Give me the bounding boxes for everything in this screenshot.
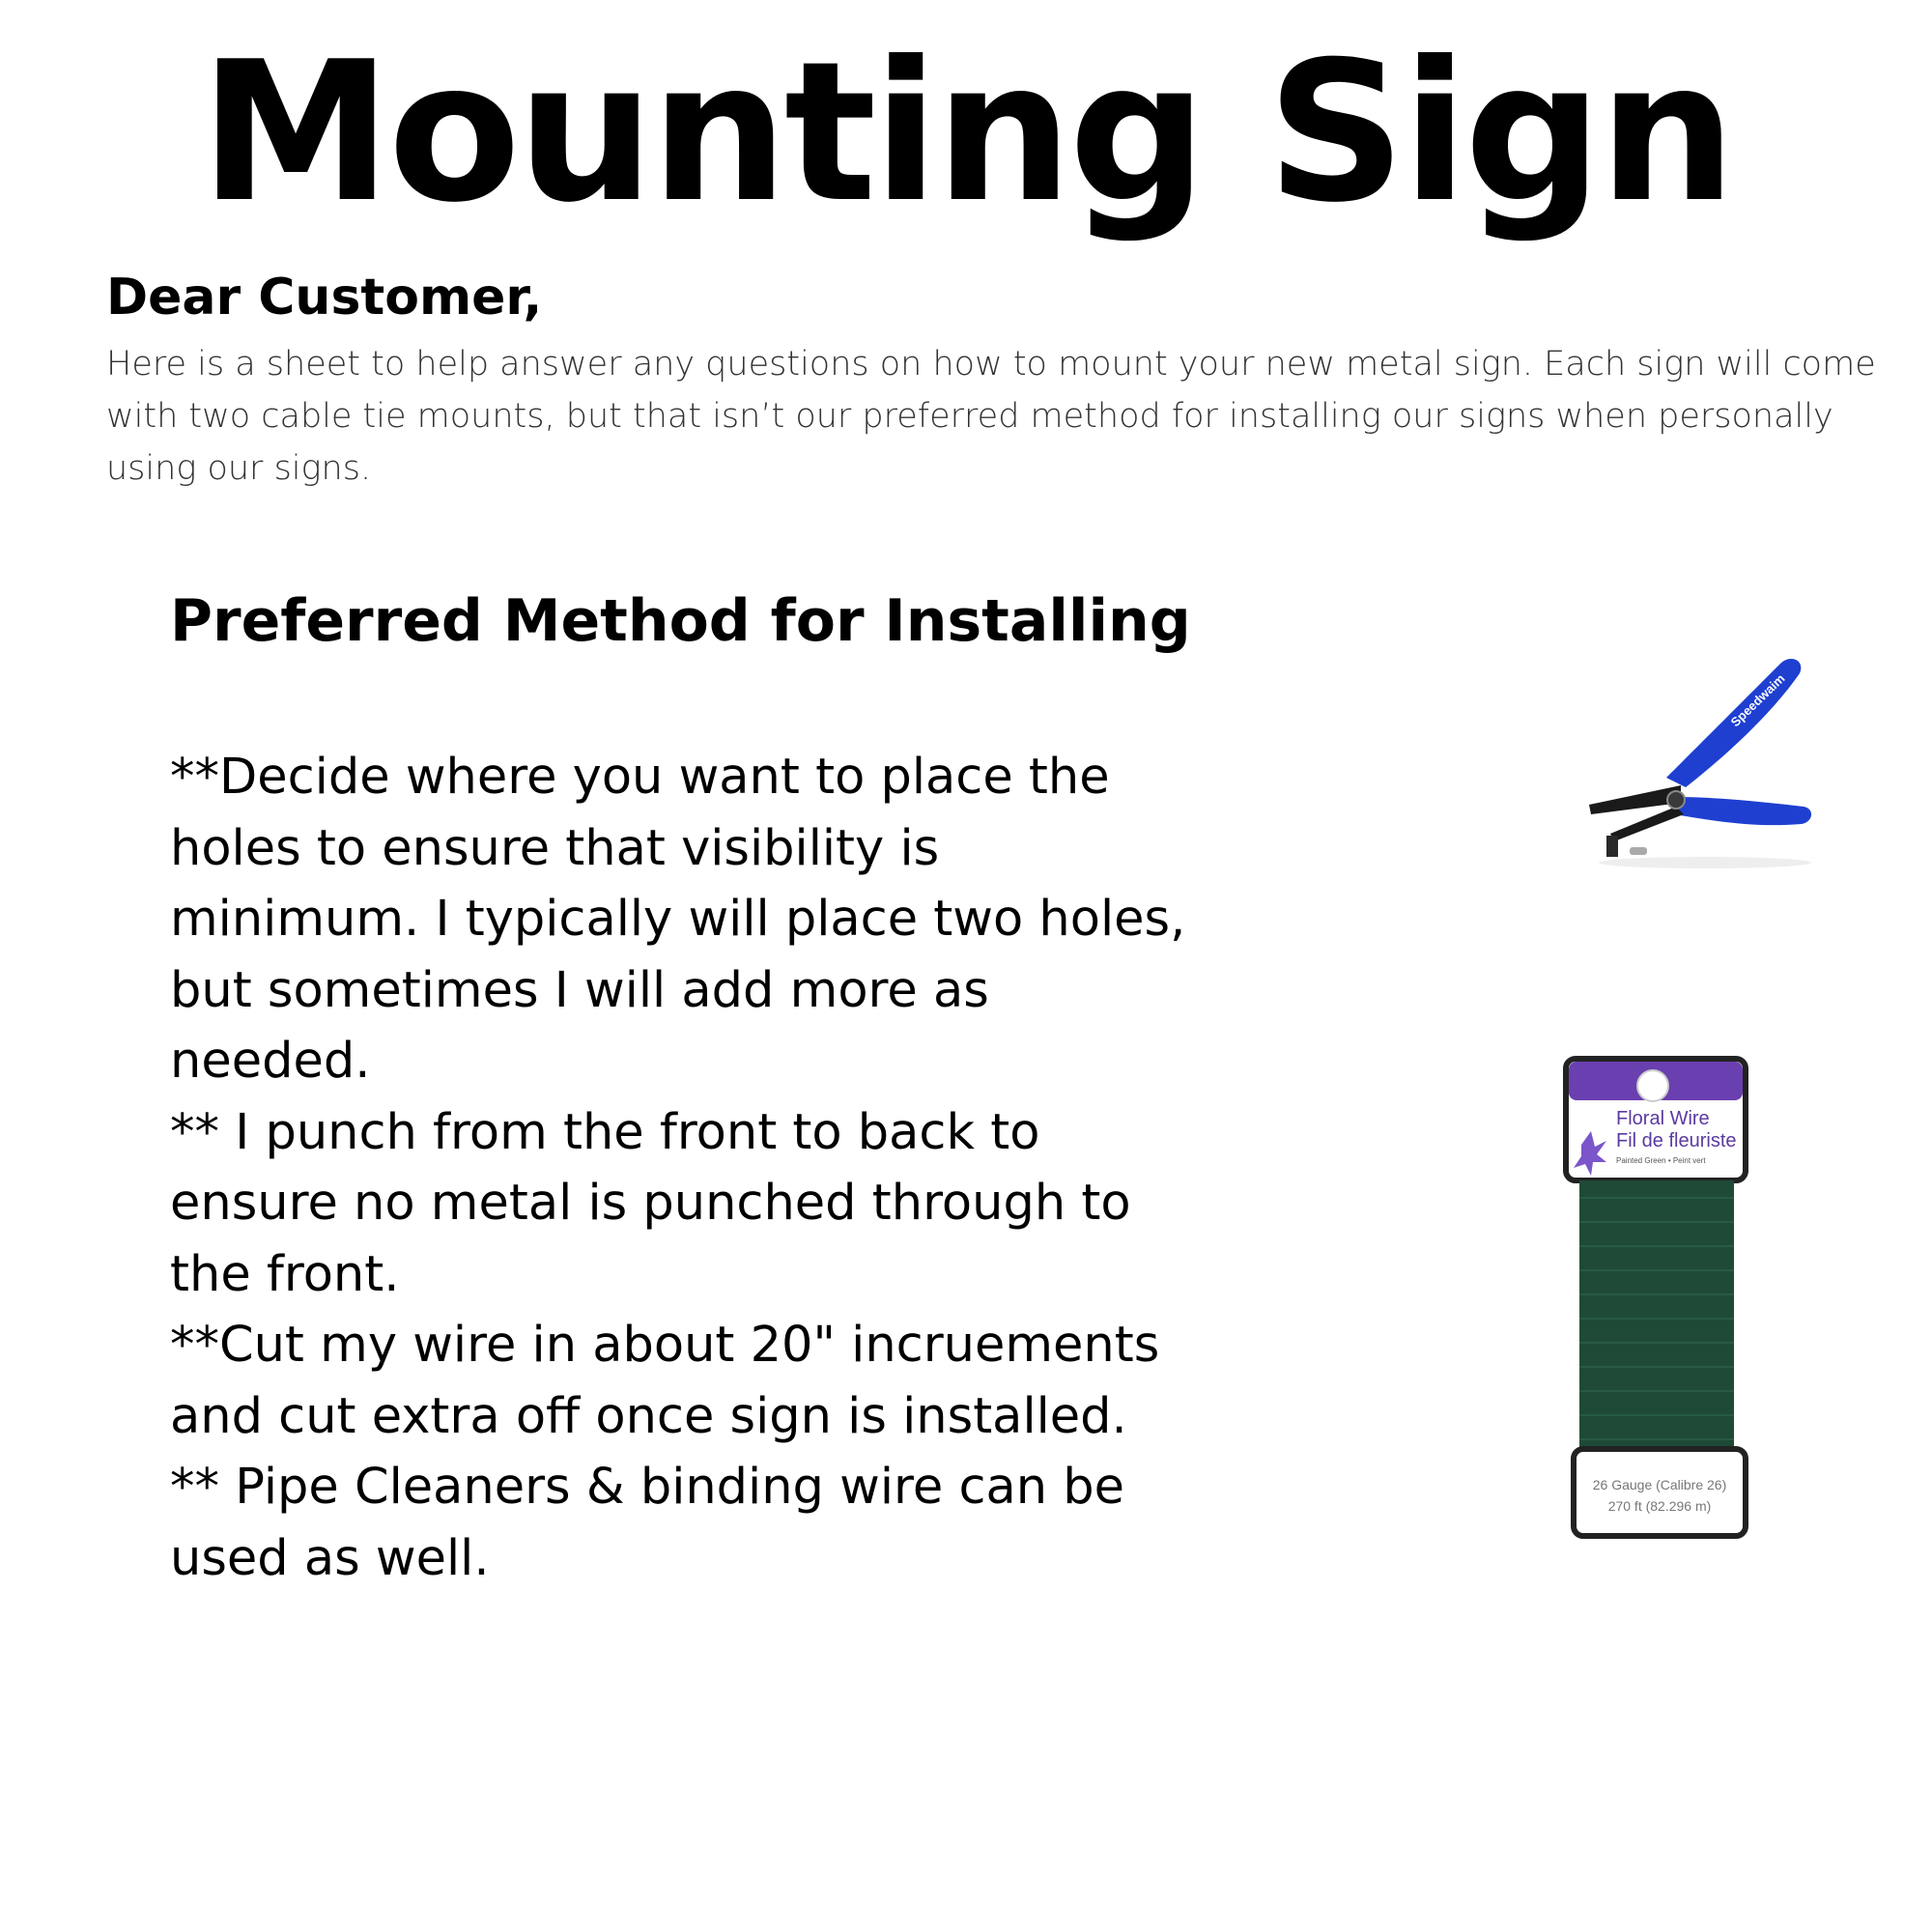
wire-length: 270 ft (82.296 m) <box>1607 1498 1712 1514</box>
greeting: Dear Customer, <box>106 269 543 327</box>
wire-gauge: 26 Gauge (Calibre 26) <box>1592 1477 1727 1492</box>
hole-punch-pliers-icon <box>1521 642 1811 879</box>
wire-label-sub: Painted Green • Peint vert <box>1616 1156 1706 1165</box>
intro-paragraph: Here is a sheet to help answer any questions on how to mount your new metal sign. Each sign will come with two cable tie mounts, but that isn’t our preferred method for installing our signs when personally using our signs. <box>106 345 1876 488</box>
step-item: **Cut my wire in about 20" incruements and cut extra off once sign is installed. <box>170 1317 1160 1445</box>
step-item: ** Pipe Cleaners & binding wire can be used as well. <box>170 1459 1125 1587</box>
wire-label-en: Floral Wire <box>1616 1108 1710 1129</box>
wire-label-fr: Fil de fleuriste <box>1616 1130 1737 1151</box>
pliers-brand: Speedwaim <box>1727 670 1788 730</box>
step-item: ** I punch from the front to back to ensure no metal is punched through to the front. <box>170 1103 1131 1303</box>
floral-wire-spool-icon <box>1560 1053 1753 1541</box>
steps-list <box>170 742 1194 1594</box>
step-item: **Decide where you want to place the holes to ensure that visibility is minimum. I typically will place two holes, but sometimes I will add more as needed. <box>170 749 1186 1090</box>
page-title: Mounting Sign <box>199 20 1733 245</box>
section-title: Preferred Method for Installing <box>170 587 1191 655</box>
